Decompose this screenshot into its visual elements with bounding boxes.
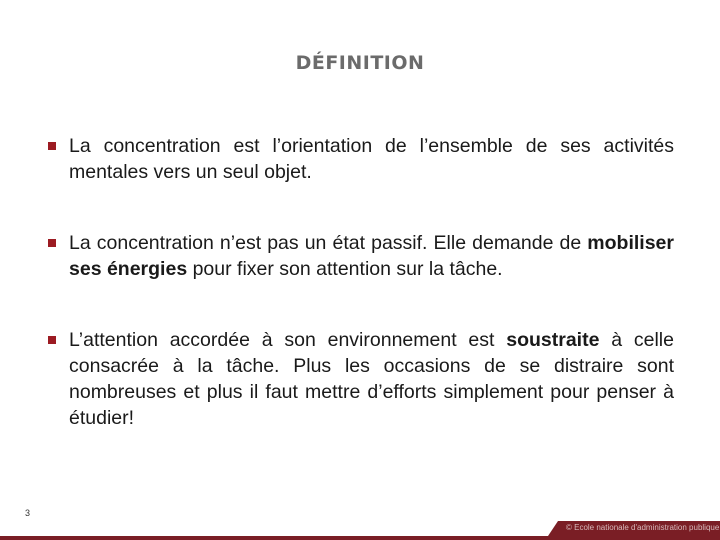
- bullet-list: [46, 133, 674, 431]
- bullet-text: [69, 135, 674, 183]
- bullet-text-segment: pour fixer son attention sur la tâche.: [187, 258, 503, 280]
- slide-title-text: DÉFINITION: [295, 52, 425, 74]
- footer-credit: © Ecole nationale d'administration publique: [566, 523, 720, 532]
- bullet-text: [69, 329, 674, 429]
- square-bullet-icon: [48, 336, 56, 344]
- bullet-item: [46, 230, 674, 282]
- bullet-text-segment: L’attention accordée à son environnement est: [69, 329, 507, 351]
- bullet-text-segment: La concentration n’est pas un état passif. Elle demande de: [69, 232, 588, 254]
- bullet-text-segment: La concentration est l’orientation de l’ensemble de ses activités mentales vers un seul objet.: [69, 135, 674, 183]
- footer-bar: [0, 536, 720, 540]
- bullet-text-emphasis: mobiliser ses énergies: [69, 232, 674, 280]
- square-bullet-icon: [48, 239, 56, 247]
- page-number: 3: [25, 508, 31, 518]
- bullet-item: [46, 327, 674, 431]
- footer-accent: [548, 521, 558, 536]
- slide-title: [0, 52, 720, 74]
- bullet-text-segment: à celle consacrée à la tâche. Plus les occasions de se distraire sont nombreuses et plus il faut mettre d’efforts simplement pour penser à étudier!: [69, 329, 674, 429]
- bullet-item: [46, 133, 674, 185]
- square-bullet-icon: [48, 142, 56, 150]
- bullet-text: [69, 232, 674, 280]
- bullet-text-emphasis: soustraite: [506, 329, 600, 351]
